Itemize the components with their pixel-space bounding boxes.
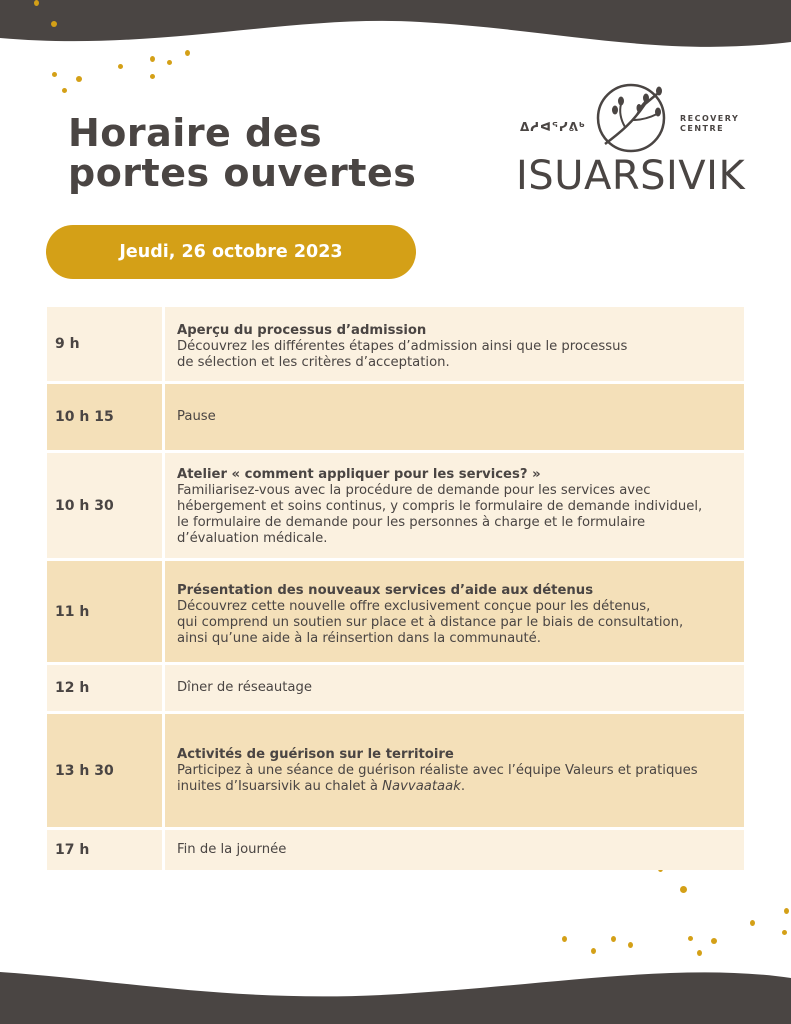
schedule-heading: Atelier « comment appliquer pour les services? » [177,467,541,482]
page-title [68,113,416,193]
title-line-2: portes ouvertes [68,151,417,195]
table-row [47,307,744,381]
table-row [47,384,744,450]
schedule-heading: Présentation des nouveaux services d’aide aux détenus [177,583,594,598]
schedule-time: 10 h 30 [47,453,162,558]
schedule-body: Découvrez les différentes étapes d’admission ainsi que le processus de sélection et les critères d’acceptation. [177,339,628,370]
logo-wordmark: ISUARSIVIK [516,153,746,199]
schedule-body: Découvrez cette nouvelle offre exclusivement conçue pour les détenus, qui comprend un soutien sur place et à distance par le biais de consultation, ainsi qu’une aide à la réinsertion dans la communauté. [177,599,684,646]
schedule-description [165,714,744,827]
schedule-body-end: . [460,778,466,794]
schedule-time: 11 h [47,561,162,662]
schedule-body: Dîner de réseautage [177,680,312,695]
schedule-description-inner [177,747,698,795]
schedule-description [165,307,744,381]
logo-recovery-centre [680,114,739,134]
schedule-time: 13 h 30 [47,714,162,827]
schedule-heading: Activités de guérison sur le territoire [177,746,454,762]
schedule-time: 10 h 15 [47,384,162,450]
table-row [47,453,744,558]
schedule-time: 12 h [47,665,162,711]
branch-emblem-icon [595,80,667,160]
title-line-1: Horaire des [68,111,323,155]
schedule-description [165,830,744,870]
logo-syllabics: ᐃᓱᐊᕐᓯᕕᒃ [520,120,586,134]
schedule-time: 9 h [47,307,162,381]
top-wave [0,0,791,66]
schedule-description [165,384,744,450]
schedule-body: Pause [177,409,216,424]
bottom-wave [0,958,791,1024]
schedule-description [165,561,744,662]
table-row [47,830,744,870]
schedule-table [47,307,744,873]
logo-centre: CENTRE [680,124,725,133]
schedule-body-text: Participez à une séance de guérison réaliste avec l’équipe Valeurs et pratiques inuites d’Isuarsivik au chalet à [177,762,698,794]
schedule-description [165,453,744,558]
table-row [47,714,744,827]
schedule-body [177,763,698,795]
logo-recovery: RECOVERY [680,114,740,123]
isuarsivik-logo [515,80,745,200]
date-badge: Jeudi, 26 octobre 2023 [46,225,416,279]
schedule-heading: Aperçu du processus d’admission [177,323,427,338]
table-row [47,561,744,662]
schedule-time: 17 h [47,830,162,870]
schedule-body: Familiarisez-vous avec la procédure de demande pour les services avec hébergement et soins continus, y compris le formulaire de demande individuel, le formulaire de demande pour les personnes à charge et le formulaire d’évaluation médicale. [177,483,703,546]
schedule-body: Fin de la journée [177,842,287,857]
table-row [47,665,744,711]
schedule-description [165,665,744,711]
schedule-body-place: Navvaataak [382,778,461,794]
